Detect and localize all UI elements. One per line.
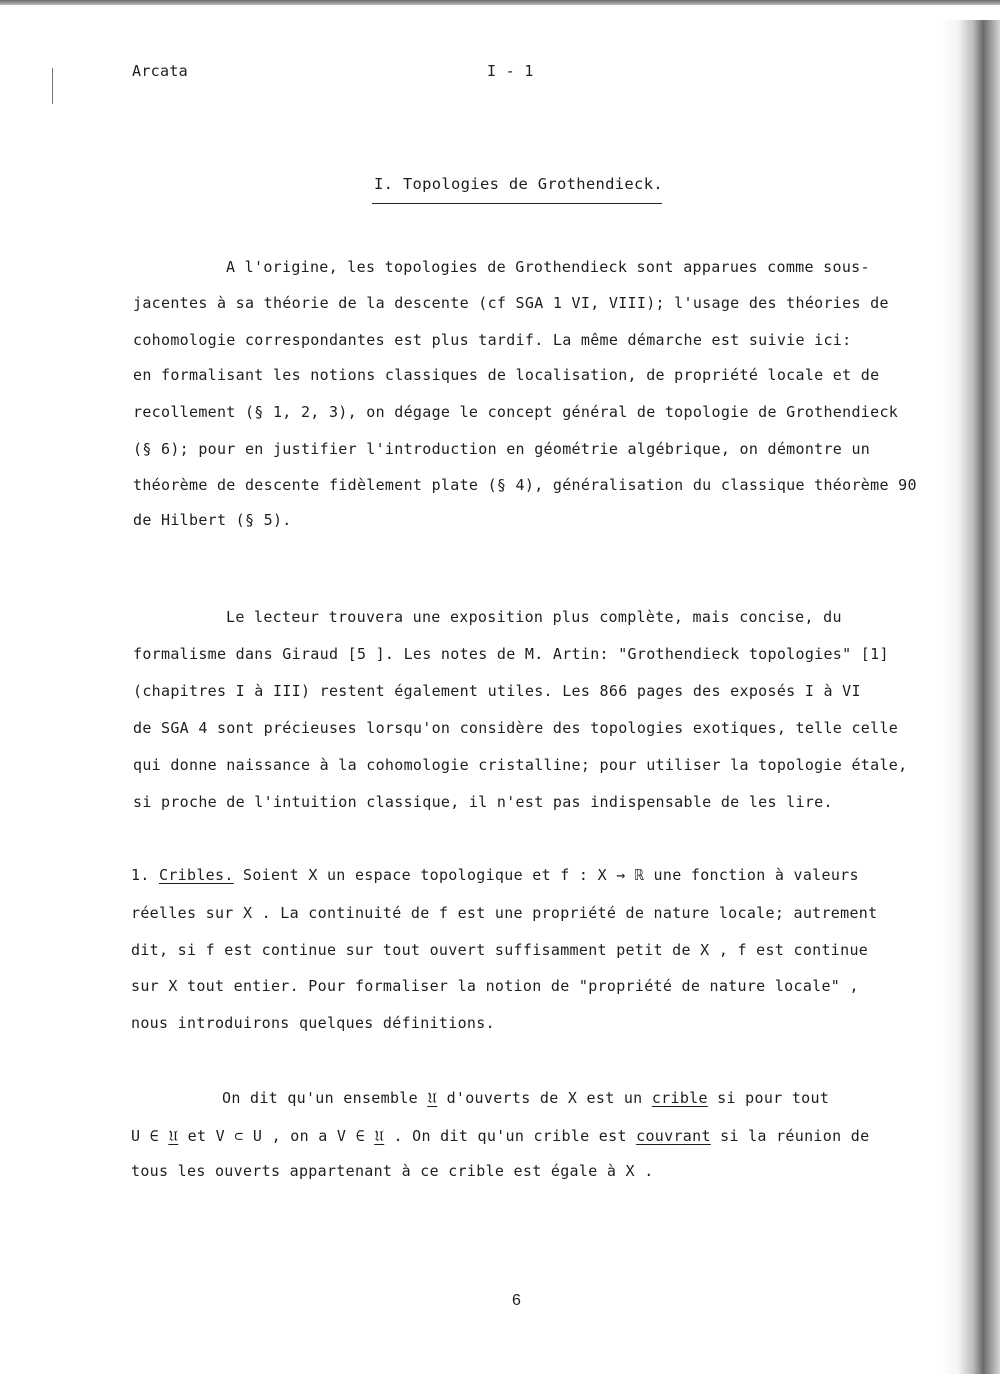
s1-line: sur X tout entier. Pour formaliser la notion de "propriété de nature locale" , — [131, 977, 859, 995]
p1-line: (§ 6); pour en justifier l'introduction en géométrie algébrique, on démontre un — [133, 440, 871, 458]
p4-line: tous les ouverts appartenant à ce crible est égale à X . — [131, 1162, 654, 1180]
s1-number: 1. — [131, 866, 150, 884]
p4-text: d'ouverts de X est un — [437, 1089, 652, 1107]
title-underline — [372, 203, 662, 204]
p4-line — [131, 1127, 869, 1145]
p4-line — [222, 1089, 829, 1107]
s1-line: nous introduirons quelques définitions. — [131, 1014, 495, 1032]
p4-text: On dit qu'un ensemble — [222, 1089, 428, 1107]
header-left: Arcata — [132, 62, 188, 80]
s1-first-line-rest: Soient X un espace topologique et f : X → ℝ une fonction à valeurs — [233, 866, 859, 884]
p1-line: théorème de descente fidèlement plate (§ 4), généralisation du classique théorème 90 — [133, 476, 917, 494]
p4-text: . On dit qu'un crible est — [384, 1127, 637, 1145]
term-couvrant: couvrant — [636, 1127, 711, 1145]
s1-line: réelles sur X . La continuité de f est une propriété de nature locale; autrement — [131, 904, 878, 922]
p1-line: en formalisant les notions classiques de localisation, de propriété locale et de — [133, 366, 880, 384]
p1-line: A l'origine, les topologies de Grothendieck sont apparues comme sous- — [226, 258, 870, 276]
s1-heading: Cribles. — [159, 866, 234, 884]
header-page-ref: I - 1 — [487, 62, 534, 80]
p4-text: si pour tout — [707, 1089, 830, 1107]
p2-line: Le lecteur trouvera une exposition plus complète, mais concise, du — [226, 608, 842, 626]
p1-line: recollement (§ 1, 2, 3), on dégage le concept général de topologie de Grothendieck — [133, 403, 899, 421]
symbol-u: 𝔘 — [168, 1127, 179, 1145]
p2-line: si proche de l'intuition classique, il n'est pas indispensable de les lire. — [133, 793, 833, 811]
p1-line: cohomologie correspondantes est plus tardif. La même démarche est suivie ici: — [133, 331, 852, 349]
p4-text: si la réunion de — [710, 1127, 870, 1145]
p2-line: formalisme dans Giraud [5 ]. Les notes de M. Artin: "Grothendieck topologies" [1] — [133, 645, 889, 663]
s1-first-line — [131, 866, 859, 884]
p4-text: U ∈ — [131, 1127, 169, 1145]
scan-top-border — [0, 0, 1000, 5]
p1-line: de Hilbert (§ 5). — [133, 511, 292, 529]
symbol-u: 𝔘 — [374, 1127, 385, 1145]
p2-line: de SGA 4 sont précieuses lorsqu'on considère des topologies exotiques, telle celle — [133, 719, 899, 737]
margin-mark — [52, 68, 53, 104]
p1-line: jacentes à sa théorie de la descente (cf SGA 1 VI, VIII); l'usage des théories de — [133, 294, 889, 312]
page-number: 6 — [512, 1292, 521, 1309]
p2-line: qui donne naissance à la cohomologie cristalline; pour utiliser la topologie étale, — [133, 756, 908, 774]
s1-line: dit, si f est continue sur tout ouvert suffisamment petit de X , f est continue — [131, 941, 869, 959]
term-crible: crible — [651, 1089, 708, 1107]
symbol-u: 𝔘 — [427, 1089, 438, 1107]
section-title: I. Topologies de Grothendieck. — [374, 175, 663, 193]
p2-line: (chapitres I à III) restent également utiles. Les 866 pages des exposés I à VI — [133, 682, 861, 700]
p4-text: et V ⊂ U , on a V ∈ — [178, 1127, 375, 1145]
scan-right-edge-shadow — [940, 20, 1000, 1374]
